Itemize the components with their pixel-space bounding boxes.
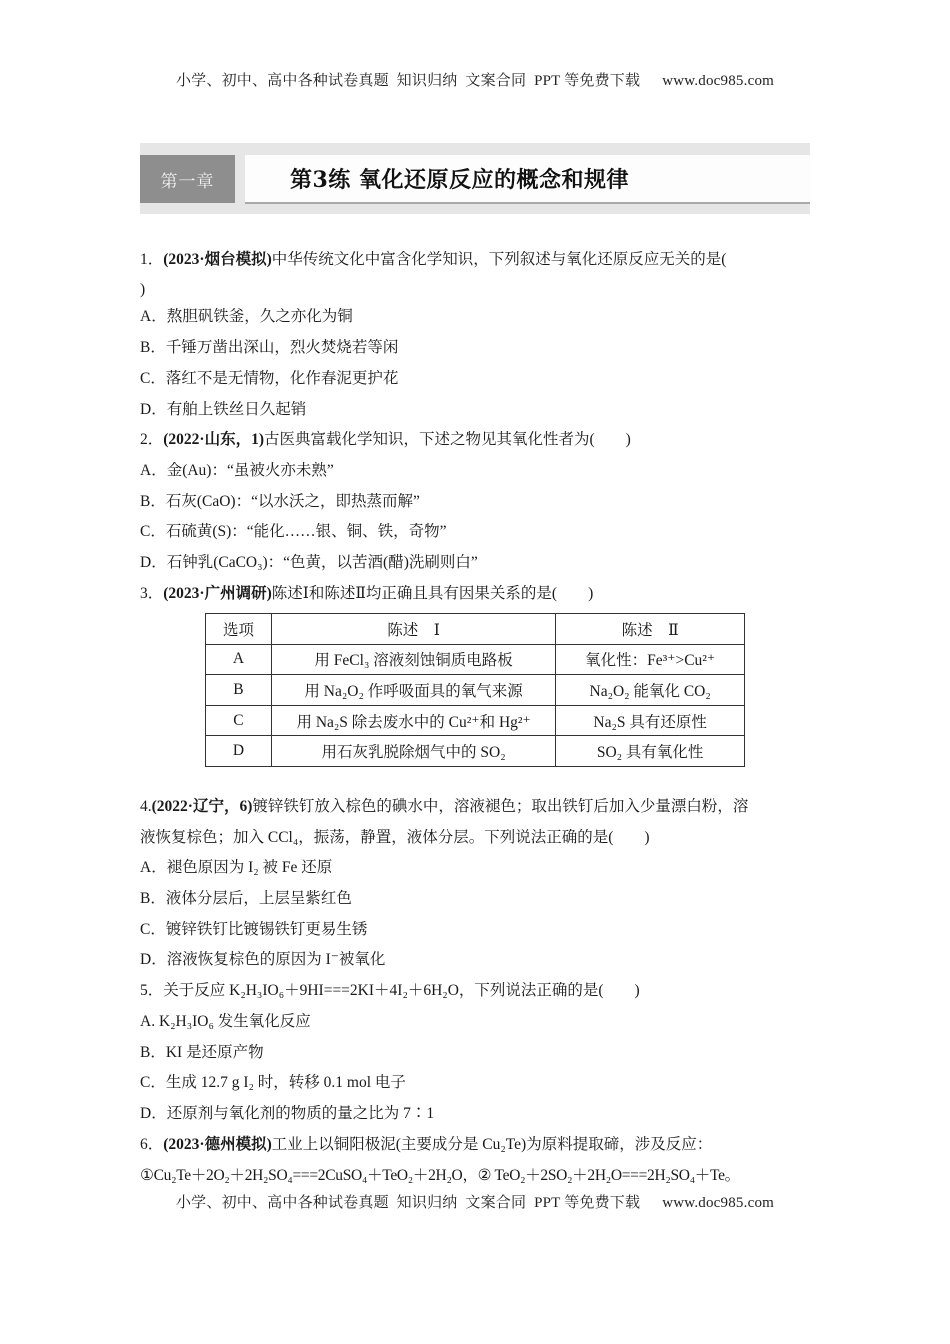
table-cell: SO₂ 具有氧化性 <box>556 736 745 767</box>
question-1-option-c: C．落红不是无情物，化作春泥更护花 <box>140 370 399 387</box>
question-2-stem: 2．(2022·山东，1)古医典富载化学知识，下述之物见其氧化性者为( ) <box>140 431 631 448</box>
question-2-option-a: A．金(Au)：“虽被火亦未熟” <box>140 462 334 479</box>
question-5-option-a: A. K₂H₃IO₆ 发生氧化反应 <box>140 1013 311 1030</box>
question-5-stem: 5．关于反应 K₂H₃IO₆＋9HI===2KI＋4I₂＋6H₂O，下列说法正确的是( ) <box>140 982 640 999</box>
table-header-statement-2: 陈述 Ⅱ <box>556 614 745 645</box>
question-6-source: (2023·德州模拟) <box>163 1136 272 1153</box>
question-1-stem-cont: ) <box>140 281 146 298</box>
table-cell: C <box>206 705 272 736</box>
question-3-table <box>205 613 745 767</box>
question-2-option-b: B．石灰(CaO)：“以水沃之，即热蒸而解” <box>140 493 420 510</box>
question-1-option-b: B．千锤万凿出深山，烈火焚烧若等闲 <box>140 339 399 356</box>
question-2-option-d: D．石钟乳(CaCO₃)：“色黄，以苦酒(醋)洗刷则白” <box>140 554 478 571</box>
question-4-option-b: B．液体分层后，上层呈紫红色 <box>140 890 352 907</box>
table-row <box>206 736 745 767</box>
question-4-stem: 4.(2022·辽宁，6)镀锌铁钉放入棕色的碘水中，溶液褪色；取出铁钉后加入少量漂白粉，溶 <box>140 798 749 815</box>
table-cell: 用 FeCl₃ 溶液刻蚀铜质电路板 <box>271 644 555 675</box>
question-4-option-c: C．镀锌铁钉比镀锡铁钉更易生锈 <box>140 921 368 938</box>
chapter-label: 第一章 <box>140 155 235 203</box>
table-cell: 用石灰乳脱除烟气中的 SO₂ <box>271 736 555 767</box>
table-cell: D <box>206 736 272 767</box>
watermark-url: www.doc985.com <box>662 1195 775 1211</box>
table-cell: 氧化性：Fe³⁺>Cu²⁺ <box>556 644 745 675</box>
table-row <box>206 644 745 675</box>
table-cell: Na₂O₂ 能氧化 CO₂ <box>556 675 745 706</box>
table-cell: B <box>206 675 272 706</box>
chapter-banner <box>140 143 810 214</box>
question-4-option-a: A．褪色原因为 I₂ 被 Fe 还原 <box>140 859 333 876</box>
watermark-text: 小学、初中、高中各种试卷真题 知识归纳 文案合同 PPT 等免费下载 <box>175 1195 641 1211</box>
question-4-source: (2022·辽宁，6) <box>151 798 253 815</box>
question-6-reactions: ①Cu₂Te＋2O₂＋2H₂SO₄===2CuSO₄＋TeO₂＋2H₂O，② TeO₂＋2SO₂＋2H₂O===2H₂SO₄＋Te。 <box>140 1167 740 1184</box>
question-3-stem: 3．(2023·广州调研)陈述Ⅰ和陈述Ⅱ均正确且具有因果关系的是( ) <box>140 585 594 602</box>
table-cell: 用 Na₂S 除去废水中的 Cu²⁺和 Hg²⁺ <box>271 705 555 736</box>
table-cell: A <box>206 644 272 675</box>
title-box <box>245 155 810 204</box>
watermark-text: 小学、初中、高中各种试卷真题 知识归纳 文案合同 PPT 等免费下载 <box>175 73 641 89</box>
table-cell: 用 Na₂O₂ 作呼吸面具的氧气来源 <box>271 675 555 706</box>
question-5-option-d: D．还原剂与氧化剂的物质的量之比为 7∶1 <box>140 1105 435 1122</box>
question-1-stem: 1．(2023·烟台模拟)中华传统文化中富含化学知识，下列叙述与氧化还原反应无关的是( <box>140 251 727 268</box>
question-5-option-c: C．生成 12.7 g I₂ 时，转移 0.1 mol 电子 <box>140 1074 406 1091</box>
question-4-option-d: D．溶液恢复棕色的原因为 I⁻被氧化 <box>140 951 386 968</box>
question-2-source: (2022·山东，1) <box>163 431 265 448</box>
footer-watermark <box>0 1191 950 1212</box>
table-header-row <box>206 614 745 645</box>
question-2-option-c: C．石硫黄(S)：“能化……银、铜、铁，奇物” <box>140 523 447 540</box>
header-watermark <box>0 69 950 90</box>
table-row <box>206 705 745 736</box>
question-1-source: (2023·烟台模拟) <box>163 251 272 268</box>
question-3-source: (2023·广州调研) <box>163 585 272 602</box>
table-header-option: 选项 <box>206 614 272 645</box>
question-1-option-d: D．有舶上铁丝日久起销 <box>140 401 307 418</box>
question-5-option-b: B．KI 是还原产物 <box>140 1044 264 1061</box>
question-1-option-a: A．熬胆矾铁釜，久之亦化为铜 <box>140 308 353 325</box>
table-row <box>206 675 745 706</box>
watermark-url: www.doc985.com <box>662 73 775 89</box>
question-4-stem-cont: 液恢复棕色；加入 CCl₄，振荡，静置，液体分层。下列说法正确的是( ) <box>140 829 650 846</box>
table-header-statement-1: 陈述 Ⅰ <box>271 614 555 645</box>
page-title: 第3练 氧化还原反应的概念和规律 <box>290 167 629 193</box>
table-cell: Na₂S 具有还原性 <box>556 705 745 736</box>
question-6-stem: 6．(2023·德州模拟)工业上以铜阳极泥(主要成分是 Cu₂Te)为原料提取碲，涉及反应： <box>140 1136 713 1153</box>
